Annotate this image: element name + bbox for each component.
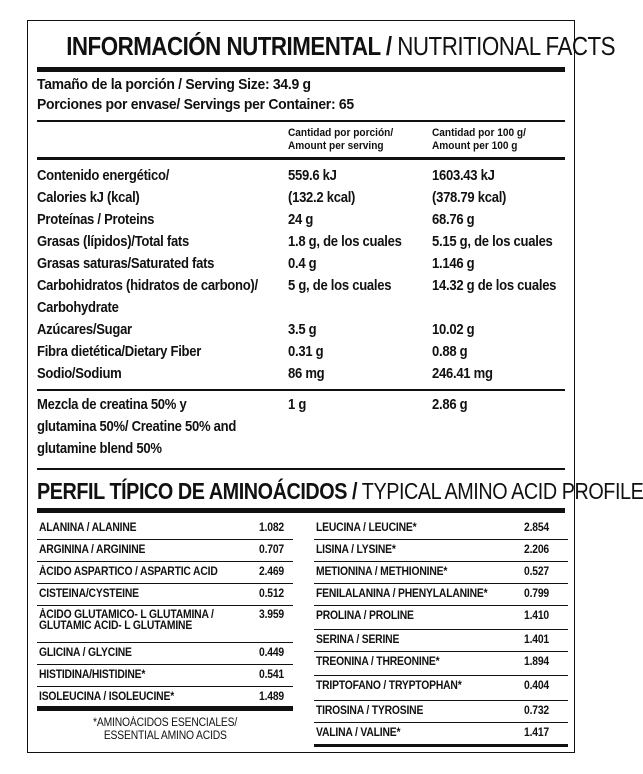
amino-row [37,584,293,606]
amino-value: 0.541 [259,669,285,681]
nutrient-per-serving: 24 g [288,212,314,228]
nutrient-per-serving: 0.31 g [288,344,324,360]
amino-title-rule [37,508,565,513]
amino-value: 1.894 [524,656,550,668]
amino-value: 0.799 [524,588,550,600]
nutrient-row [37,344,565,366]
nutrient-name: Fibra dietética/Dietary Fiber [37,344,202,360]
amino-value: 1.401 [524,634,550,646]
amino-name: SERINA / SERINE [316,634,400,646]
title-english: NUTRITIONAL FACTS [391,31,616,61]
amino-row [314,630,568,652]
amino-name-line2: GLUTAMIC ACID- L GLUTAMINE [39,620,193,632]
nutrient-per-100g: 246.41 mg [432,366,493,382]
servings-per-container: Porciones por envase/ Servings per Container: 65 [37,96,354,113]
amino-name: GLICINA / GLYCINE [39,647,132,659]
nutrient-name: Proteínas / Proteins [37,212,155,228]
amino-row [37,518,293,540]
amino-value: 2.206 [524,544,550,556]
amino-name: HISTIDINA/HISTIDINE* [39,669,146,681]
nutrient-per-100g: 5.15 g, de los cuales [432,234,553,250]
amino-row [37,562,293,584]
nutrient-per-100g: 0.88 g [432,344,468,360]
blend-name-line: Mezcla de creatina 50% y [37,397,187,413]
amino-name: PROLINA / PROLINE [316,610,414,622]
amino-row [37,606,293,643]
amino-name: ISOLEUCINA / ISOLEUCINE* [39,691,175,703]
nutrient-per-serving: 5 g, de los cuales [288,278,392,294]
nutrient-row [37,212,565,234]
amino-name: TREONINA / THREONINE* [316,656,440,668]
title-spanish: INFORMACIÓN NUTRIMENTAL / [66,31,392,61]
amino-row [314,540,568,562]
amino-value: 3.959 [259,609,285,621]
nutrient-row [37,256,565,278]
nutrient-row [37,322,565,344]
amino-value: 1.410 [524,610,550,622]
blend-per-100g: 2.86 g [432,397,468,413]
amino-row [37,643,293,665]
nutrient-per-100g: 14.32 g de los cuales [432,278,557,294]
footnote-line: *AMINOÁCIDOS ESENCIALES/ [92,717,238,729]
nutrient-per-serving: 559.6 kJ [288,168,337,184]
per-100g-header-en: Amount per 100 g [432,140,518,152]
amino-row [314,676,568,701]
blend-name-line: glutamine blend 50% [37,441,162,457]
amino-row [314,701,568,723]
nutrient-per-serving: 0.4 g [288,256,317,272]
amino-value: 1.417 [524,727,550,739]
amino-value: 0.732 [524,705,550,717]
nutrient-row [37,190,565,212]
per-100g-header [432,127,526,153]
nutrient-name: Contenido energético/ [37,168,170,184]
footnote-line: ESSENTIAL AMINO ACIDS [103,730,227,742]
amino-row [314,518,568,540]
nutrient-row [37,366,565,388]
amino-value: 0.512 [259,588,285,600]
amino-title-spanish: PERFIL TÍPICO DE AMINOÁCIDOS / [37,478,358,504]
amino-row [37,687,293,711]
amino-title-english: TYPICAL AMINO ACID PROFILE [357,478,643,504]
per-100g-header-es: Cantidad por 100 g/ [432,127,526,139]
blend-row [37,441,565,463]
nutrient-per-serving: 3.5 g [288,322,317,338]
amino-row [314,562,568,584]
nutrient-name: Carbohydrate [37,300,119,316]
amino-value: 1.489 [259,691,285,703]
amino-value: 2.469 [259,566,285,578]
amino-name: TRIPTOFANO / TRYPTOPHAN* [316,680,462,692]
amino-row [314,584,568,606]
nutrient-name: Calories kJ (kcal) [37,190,140,206]
blend-rule [37,389,565,391]
nutrient-per-serving: 1.8 g, de los cuales [288,234,402,250]
amino-name: CISTEINA/CYSTEINE [39,588,139,600]
amino-row [37,540,293,562]
blend-per-serving: 1 g [288,397,307,413]
nutrient-per-100g: 68.76 g [432,212,475,228]
blend-row [37,397,565,419]
blend-row [37,419,565,441]
amino-top-rule [37,468,565,470]
title-rule [37,67,565,72]
amino-name: METIONINA / METHIONINE* [316,566,448,578]
amino-name: TIROSINA / TYROSINE [316,705,424,717]
nutrient-row [37,278,565,300]
header-rule [37,157,565,160]
amino-row [314,652,568,676]
nutrient-row [37,234,565,256]
serving-size: Tamaño de la porción / Serving Size: 34.9 g [37,76,311,93]
nutrition-facts-panel [27,20,643,753]
per-serving-header-en: Amount per serving [288,140,384,152]
panel-title [66,31,616,62]
amino-name: LEUCINA / LEUCINE* [316,522,417,534]
amino-value: 0.707 [259,544,285,556]
amino-value: 0.404 [524,680,550,692]
nutrient-name: Sodio/Sodium [37,366,122,382]
amino-name: FENILALANINA / PHENYLALANINE* [316,588,488,600]
nutrient-name: Azúcares/Sugar [37,322,132,338]
amino-name: VALINA / VALINE* [316,727,401,739]
amino-name: ALANINA / ALANINE [39,522,137,534]
nutrient-per-100g: 1603.43 kJ [432,168,495,184]
essential-amino-footnote [37,717,293,743]
amino-name: ÁCIDO ASPARTICO / ASPARTIC ACID [39,566,218,578]
amino-value: 0.527 [524,566,550,578]
amino-section-title [37,478,643,505]
amino-name: ARGININA / ARGININE [39,544,146,556]
nutrient-row [37,300,565,322]
amino-row [314,723,568,747]
amino-value: 1.082 [259,522,285,534]
nutrient-per-100g: 1.146 g [432,256,475,272]
nutrient-name: Carbohidratos (hidratos de carbono)/ [37,278,258,294]
per-serving-header [288,127,393,153]
nutrient-name: Grasas (lípidos)/Total fats [37,234,190,250]
nutrient-per-100g: 10.02 g [432,322,475,338]
amino-row [314,606,568,630]
serving-rule [37,120,565,122]
amino-name: LISINA / LYSINE* [316,544,396,556]
amino-value: 2.854 [524,522,550,534]
blend-name-line: glutamina 50%/ Creatine 50% and [37,419,237,435]
per-serving-header-es: Cantidad por porción/ [288,127,394,139]
amino-name: ÁCIDO GLUTAMICO- L GLUTAMINA / [39,609,214,621]
amino-value: 0.449 [259,647,285,659]
nutrient-per-serving: 86 mg [288,366,325,382]
nutrient-name: Grasas saturas/Saturated fats [37,256,215,272]
amino-row [37,665,293,687]
nutrient-per-100g: (378.79 kcal) [432,190,507,206]
nutrient-per-serving: (132.2 kcal) [288,190,356,206]
nutrient-row [37,168,565,190]
